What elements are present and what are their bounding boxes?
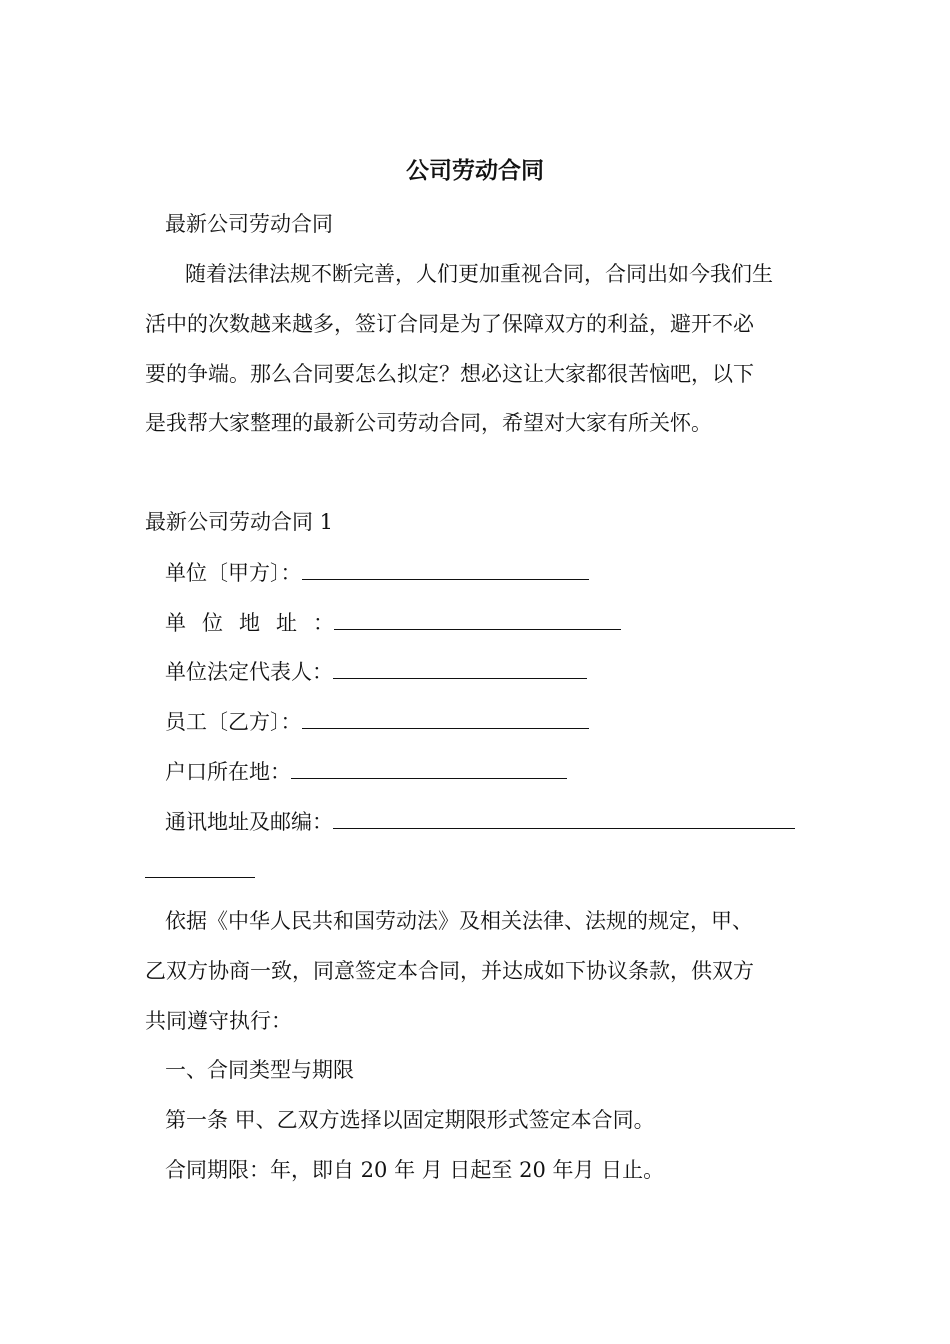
- field-mail-blank-continued: [145, 855, 255, 886]
- field-legal-rep: [165, 656, 587, 687]
- field-mail: [165, 806, 795, 837]
- field-employee: [165, 706, 589, 737]
- intro-line-3: 要的争端。那么合同要怎么拟定？想必这让大家都很苦恼吧，以下: [145, 362, 754, 386]
- field-hukou-blank: [291, 756, 567, 779]
- basis-line-2: 乙双方协商一致，同意签定本合同，并达成如下协议条款，供双方: [145, 959, 754, 983]
- field-employee-blank: [302, 706, 589, 729]
- field-address-blank: [334, 607, 621, 630]
- basis-line-1: 依据《中华人民共和国劳动法》及相关法律、法规的规定，甲、: [165, 909, 753, 933]
- field-hukou-label: 户口所在地：: [165, 760, 291, 784]
- section-heading: 最新公司劳动合同 1: [145, 510, 334, 534]
- contract-term: 合同期限：年，即自 20 年 月 日起至 20 年月 日止。: [165, 1158, 665, 1182]
- field-employer-label: 单位〔甲方〕：: [165, 561, 302, 585]
- field-address: 单位地址：: [165, 607, 621, 638]
- field-legal-rep-label: 单位法定代表人：: [165, 660, 333, 684]
- field-employer: [165, 557, 589, 588]
- field-employer-blank: [302, 557, 589, 580]
- field-hukou: [165, 756, 567, 787]
- intro-line-2: 活中的次数越来越多，签订合同是为了保障双方的利益，避开不必: [145, 312, 754, 336]
- document-title: 公司劳动合同: [406, 157, 544, 184]
- basis-line-3: 共同遵守执行：: [145, 1009, 292, 1033]
- field-address-label: 单位地址: [165, 611, 313, 635]
- field-mail-label: 通讯地址及邮编：: [165, 810, 333, 834]
- document-subtitle: 最新公司劳动合同: [165, 212, 333, 236]
- field-legal-rep-blank: [333, 656, 587, 679]
- intro-line-4: 是我帮大家整理的最新公司劳动合同，希望对大家有所关怀。: [145, 411, 712, 435]
- chapter-heading: 一、合同类型与期限: [165, 1058, 354, 1082]
- intro-line-1: 随着法律法规不断完善，人们更加重视合同，合同出如今我们生: [185, 262, 773, 286]
- field-mail-blank: [333, 806, 795, 829]
- article-1: 第一条 甲、乙双方选择以固定期限形式签定本合同。: [165, 1108, 655, 1132]
- field-employee-label: 员工〔乙方〕：: [165, 710, 302, 734]
